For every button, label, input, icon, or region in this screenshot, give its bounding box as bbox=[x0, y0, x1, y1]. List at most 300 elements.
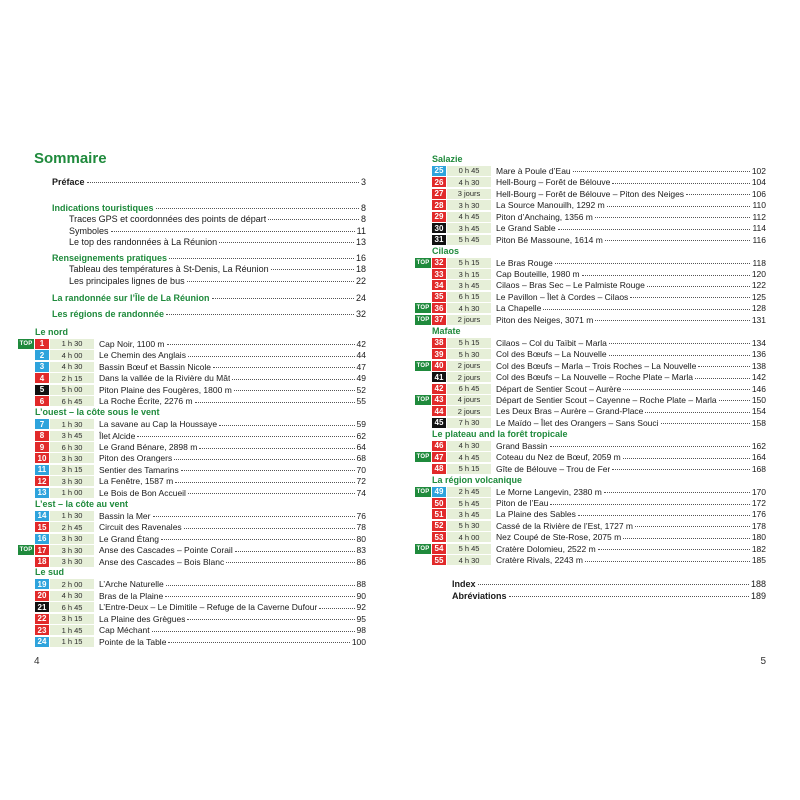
dot-leader bbox=[604, 492, 750, 493]
top-spacer bbox=[415, 418, 432, 428]
dot-leader bbox=[478, 584, 749, 585]
route-title: Piton de l’Eau bbox=[496, 498, 549, 508]
route-number-badge: 38 bbox=[432, 338, 446, 348]
dot-leader bbox=[612, 469, 749, 470]
route-row bbox=[415, 532, 766, 543]
route-number-badge: 8 bbox=[35, 431, 49, 441]
top-spacer bbox=[415, 532, 432, 542]
top-badge: TOP bbox=[416, 316, 430, 323]
route-number-badge: 31 bbox=[432, 235, 446, 245]
toc-line-text: Préface bbox=[52, 177, 85, 187]
dot-leader bbox=[605, 240, 751, 241]
route-page: 90 bbox=[356, 590, 366, 601]
dot-leader bbox=[609, 355, 750, 356]
route-duration: 4 h 30 bbox=[447, 303, 491, 313]
route-page: 150 bbox=[751, 394, 766, 405]
dot-leader bbox=[609, 343, 750, 344]
route-title: Le Maïdo – Îlet des Orangers – Sans Souci bbox=[496, 417, 659, 428]
top-spacer bbox=[18, 557, 35, 567]
section-heading: Le sud bbox=[35, 567, 65, 578]
toc-line-text: Indications touristiques bbox=[52, 203, 154, 213]
section-heading: Le plateau and la forêt tropicale bbox=[432, 428, 568, 439]
route-number-badge: 21 bbox=[35, 602, 49, 612]
route-page: 164 bbox=[751, 452, 766, 463]
route-title: Piton Bé Massoune, 1614 m bbox=[496, 234, 603, 245]
route-duration: 3 h 30 bbox=[50, 557, 94, 567]
top-badge: TOP bbox=[416, 545, 430, 552]
dot-leader bbox=[175, 482, 354, 483]
top-spacer bbox=[415, 292, 432, 302]
top-spacer bbox=[18, 476, 35, 486]
route-duration: 2 h 15 bbox=[50, 373, 94, 383]
route-duration: 4 h 00 bbox=[447, 532, 491, 542]
route-row bbox=[415, 211, 766, 222]
route-row bbox=[18, 613, 366, 624]
route-number-badge: 42 bbox=[432, 384, 446, 394]
route-duration: 4 h 30 bbox=[447, 555, 491, 565]
dot-leader bbox=[319, 608, 354, 609]
route-title: Le Chemin des Anglais bbox=[99, 350, 186, 361]
route-title: Cap Noir, 1100 m bbox=[99, 338, 165, 349]
route-row bbox=[18, 556, 366, 567]
route-duration: 1 h 30 bbox=[50, 339, 94, 349]
section-heading: Cilaos bbox=[432, 245, 460, 256]
dot-leader bbox=[235, 551, 355, 552]
dot-leader bbox=[166, 585, 355, 586]
top-spacer bbox=[415, 498, 432, 508]
route-title: Mare à Poule d’Eau bbox=[496, 165, 571, 176]
route-duration: 5 h 30 bbox=[447, 521, 491, 531]
route-page: 178 bbox=[751, 520, 766, 531]
toc-line-page: 188 bbox=[750, 579, 766, 589]
route-page: 68 bbox=[356, 453, 366, 464]
route-title: La Fenêtre, 1587 m bbox=[99, 476, 174, 487]
top-spacer bbox=[18, 350, 35, 360]
route-row bbox=[415, 303, 766, 314]
route-title: Les Deux Bras – Aurère – Grand-Place bbox=[496, 406, 644, 417]
top-spacer bbox=[18, 637, 35, 647]
route-page: 102 bbox=[751, 165, 766, 176]
route-row bbox=[415, 543, 766, 554]
route-number-badge: 7 bbox=[35, 419, 49, 429]
route-duration: 4 h 30 bbox=[50, 591, 94, 601]
route-number-badge: 48 bbox=[432, 464, 446, 474]
route-row bbox=[415, 280, 766, 291]
toc-line bbox=[52, 177, 366, 188]
route-page: 80 bbox=[356, 533, 366, 544]
route-duration: 2 h 00 bbox=[50, 579, 94, 589]
route-number-badge: 33 bbox=[432, 269, 446, 279]
route-row bbox=[18, 361, 366, 372]
route-page: 116 bbox=[752, 234, 766, 245]
route-title: Piton des Orangers bbox=[99, 453, 173, 464]
toc-line-page: 22 bbox=[355, 276, 366, 286]
dot-leader bbox=[661, 423, 750, 424]
route-number-badge: 27 bbox=[432, 189, 446, 199]
route-page: 158 bbox=[751, 417, 766, 428]
dot-leader bbox=[578, 515, 750, 516]
route-number-badge: 13 bbox=[35, 488, 49, 498]
toc-line bbox=[69, 226, 366, 237]
top-spacer bbox=[18, 591, 35, 601]
dot-leader bbox=[226, 562, 354, 563]
route-row bbox=[415, 269, 766, 280]
route-page: 110 bbox=[752, 200, 766, 211]
top-spacer bbox=[18, 488, 35, 498]
top-spacer bbox=[415, 177, 432, 187]
route-number-badge: 10 bbox=[35, 453, 49, 463]
top-spacer bbox=[415, 269, 432, 279]
route-number-badge: 54 bbox=[432, 544, 446, 554]
toc-line-page: 189 bbox=[750, 591, 766, 601]
route-duration: 2 h 45 bbox=[50, 522, 94, 532]
route-number-badge: 19 bbox=[35, 579, 49, 589]
route-number-badge: 15 bbox=[35, 522, 49, 532]
route-page: 185 bbox=[751, 555, 766, 566]
route-title: Piton des Neiges, 3071 m bbox=[496, 314, 594, 325]
route-row bbox=[18, 350, 366, 361]
route-page: 104 bbox=[751, 177, 766, 188]
route-number-badge: 30 bbox=[432, 223, 446, 233]
section-heading: Mafate bbox=[432, 325, 461, 336]
route-title: Anse des Cascades – Pointe Corail bbox=[99, 545, 233, 556]
dot-leader bbox=[187, 619, 354, 620]
route-title: Hell-Bourg – Forêt de Bélouve – Piton des Neiges bbox=[496, 188, 685, 199]
dot-leader bbox=[719, 400, 750, 401]
dot-leader bbox=[607, 206, 751, 207]
route-number-badge: 26 bbox=[432, 177, 446, 187]
route-page: 70 bbox=[356, 464, 366, 475]
route-number-badge: 39 bbox=[432, 349, 446, 359]
route-row bbox=[18, 338, 366, 349]
route-duration: 3 h 45 bbox=[50, 431, 94, 441]
route-number-badge: 20 bbox=[35, 591, 49, 601]
dot-leader bbox=[219, 425, 354, 426]
route-row bbox=[415, 509, 766, 520]
route-title: Piton d’Anchaing, 1356 m bbox=[496, 211, 593, 222]
route-duration: 5 h 15 bbox=[447, 338, 491, 348]
dot-leader bbox=[509, 596, 749, 597]
route-page: 98 bbox=[356, 625, 366, 636]
route-number-badge: 37 bbox=[432, 315, 446, 325]
route-number-badge: 18 bbox=[35, 557, 49, 567]
route-title: La Chapelle bbox=[496, 303, 542, 314]
route-number-badge: 47 bbox=[432, 452, 446, 462]
section-heading: L’ouest – la côte sous le vent bbox=[35, 407, 160, 418]
top-badge: TOP bbox=[19, 547, 33, 554]
route-title: Cap Bouteille, 1980 m bbox=[496, 269, 580, 279]
route-row bbox=[415, 498, 766, 509]
section-heading: La région volcanique bbox=[432, 474, 523, 485]
route-page: 118 bbox=[752, 257, 766, 268]
route-title: Départ de Sentier Scout – Cayenne – Roche Plate – Marla bbox=[496, 394, 717, 405]
route-page: 154 bbox=[751, 406, 766, 417]
route-number-badge: 17 bbox=[35, 545, 49, 555]
route-duration: 0 h 45 bbox=[447, 166, 491, 176]
toc-line-page: 8 bbox=[360, 203, 366, 213]
route-page: 47 bbox=[356, 361, 366, 372]
route-page: 131 bbox=[751, 314, 766, 325]
route-number-badge: 49 bbox=[432, 487, 446, 497]
route-row bbox=[415, 165, 766, 176]
page-title: Sommaire bbox=[34, 150, 107, 167]
toc-line bbox=[52, 203, 366, 214]
route-page: 180 bbox=[751, 532, 766, 543]
route-row bbox=[18, 453, 366, 464]
route-title: L’Arche Naturelle bbox=[99, 579, 164, 590]
route-title: Cap Méchant bbox=[99, 625, 150, 636]
route-number-badge: 50 bbox=[432, 498, 446, 508]
route-title: Circuit des Ravenales bbox=[99, 522, 182, 533]
route-row bbox=[415, 452, 766, 463]
route-title: Sentier des Tamarins bbox=[99, 464, 179, 475]
route-duration: 3 h 30 bbox=[447, 200, 491, 210]
toc-line-text: Les régions de randonnée bbox=[52, 309, 165, 319]
route-row bbox=[415, 291, 766, 302]
route-row bbox=[18, 579, 366, 590]
dot-leader bbox=[212, 298, 354, 299]
route-duration: 3 h 15 bbox=[50, 614, 94, 624]
dot-leader bbox=[169, 258, 354, 259]
route-page: 168 bbox=[751, 463, 766, 474]
route-duration: 5 h 45 bbox=[447, 498, 491, 508]
top-spacer bbox=[415, 166, 432, 176]
dot-leader bbox=[582, 275, 750, 276]
route-page: 55 bbox=[356, 396, 366, 407]
route-number-badge: 2 bbox=[35, 350, 49, 360]
toc-line-page: 13 bbox=[355, 237, 366, 247]
top-spacer bbox=[415, 521, 432, 531]
route-duration: 4 jours bbox=[447, 395, 491, 405]
route-duration: 3 h 45 bbox=[447, 280, 491, 290]
route-title: Bras de la Plaine bbox=[99, 590, 164, 601]
route-number-badge: 51 bbox=[432, 509, 446, 519]
route-page: 95 bbox=[356, 613, 366, 624]
route-page: 172 bbox=[751, 498, 766, 508]
route-page: 112 bbox=[752, 211, 766, 222]
dot-leader bbox=[268, 219, 359, 220]
route-title: Gîte de Bélouve – Trou de Fer bbox=[496, 463, 611, 474]
route-number-badge: 16 bbox=[35, 534, 49, 544]
route-title: Grand Bassin bbox=[496, 440, 548, 451]
route-page: 59 bbox=[356, 419, 366, 430]
dot-leader bbox=[555, 263, 751, 264]
route-title: Le Grand Bénare, 2898 m bbox=[99, 442, 198, 452]
route-duration: 1 h 30 bbox=[50, 511, 94, 521]
route-number-badge: 28 bbox=[432, 200, 446, 210]
route-number-badge: 44 bbox=[432, 406, 446, 416]
route-title: La Plaine des Grègues bbox=[99, 613, 186, 624]
toc-line-text: Index bbox=[452, 579, 476, 589]
route-duration: 5 h 45 bbox=[447, 235, 491, 245]
route-number-badge: 11 bbox=[35, 465, 49, 475]
route-duration: 5 h 30 bbox=[447, 349, 491, 359]
route-duration: 7 h 30 bbox=[447, 418, 491, 428]
route-duration: 5 h 00 bbox=[50, 385, 94, 395]
route-title: Cratère Rivals, 2243 m bbox=[496, 555, 583, 566]
top-spacer bbox=[415, 223, 432, 233]
route-number-badge: 55 bbox=[432, 555, 446, 565]
toc-line-text: Tableau des températures à St-Denis, La Réunion bbox=[69, 264, 269, 274]
route-page: 44 bbox=[356, 350, 366, 361]
route-number-badge: 22 bbox=[35, 614, 49, 624]
top-spacer bbox=[415, 384, 432, 394]
toc-line bbox=[69, 237, 366, 248]
route-duration: 3 h 30 bbox=[50, 534, 94, 544]
route-duration: 3 h 30 bbox=[50, 545, 94, 555]
route-page: 62 bbox=[356, 430, 366, 441]
route-title: Le Morne Langevin, 2380 m bbox=[496, 486, 602, 497]
route-title: Pointe de la Table bbox=[99, 636, 167, 647]
route-duration: 3 h 30 bbox=[50, 453, 94, 463]
route-page: 134 bbox=[751, 337, 766, 348]
route-number-badge: 3 bbox=[35, 362, 49, 372]
route-number-badge: 34 bbox=[432, 280, 446, 290]
top-spacer bbox=[18, 431, 35, 441]
route-title: Le Grand Sable bbox=[496, 223, 556, 234]
dot-leader bbox=[167, 344, 355, 345]
dot-leader bbox=[213, 367, 355, 368]
top-spacer bbox=[18, 614, 35, 624]
toc-line-text: Les principales lignes de bus bbox=[69, 276, 185, 286]
dot-leader bbox=[153, 516, 355, 517]
dot-leader bbox=[598, 549, 750, 550]
page-number-left: 4 bbox=[34, 656, 40, 667]
route-number-badge: 43 bbox=[432, 395, 446, 405]
route-duration: 5 h 15 bbox=[447, 464, 491, 474]
route-row bbox=[415, 394, 766, 405]
route-number-badge: 25 bbox=[432, 166, 446, 176]
route-title: Col des Bœufs – La Nouvelle bbox=[496, 349, 607, 360]
route-duration: 4 h 45 bbox=[447, 212, 491, 222]
dot-leader bbox=[695, 378, 750, 379]
top-spacer bbox=[18, 385, 35, 395]
route-duration: 2 h 45 bbox=[447, 487, 491, 497]
route-duration: 3 jours bbox=[447, 189, 491, 199]
route-number-badge: 29 bbox=[432, 212, 446, 222]
route-page: 142 bbox=[751, 372, 766, 383]
route-title: La savane au Cap la Houssaye bbox=[99, 419, 218, 430]
route-duration: 3 h 45 bbox=[447, 509, 491, 519]
route-row bbox=[415, 520, 766, 531]
dot-leader bbox=[219, 242, 354, 243]
dot-leader bbox=[152, 631, 355, 632]
top-spacer bbox=[18, 453, 35, 463]
top-spacer bbox=[18, 465, 35, 475]
toc-line-text: Renseignements pratiques bbox=[52, 253, 168, 263]
route-number-badge: 52 bbox=[432, 521, 446, 531]
route-number-badge: 45 bbox=[432, 418, 446, 428]
route-row bbox=[18, 487, 366, 498]
route-page: 64 bbox=[356, 442, 366, 452]
route-page: 136 bbox=[751, 349, 766, 360]
top-spacer bbox=[415, 212, 432, 222]
route-page: 138 bbox=[751, 360, 766, 371]
route-title: La Source Manouilh, 1292 m bbox=[496, 200, 605, 211]
dot-leader bbox=[630, 297, 750, 298]
route-page: 106 bbox=[751, 188, 766, 199]
route-title: Hell-Bourg – Forêt de Bélouve bbox=[496, 177, 611, 188]
top-spacer bbox=[18, 602, 35, 612]
route-page: 86 bbox=[356, 556, 366, 567]
route-row bbox=[415, 177, 766, 188]
route-row bbox=[415, 440, 766, 451]
route-title: Cilaos – Col du Taïbit – Marla bbox=[496, 337, 607, 348]
dot-leader bbox=[234, 390, 355, 391]
route-title: Le Bras Rouge bbox=[496, 257, 553, 268]
dot-leader bbox=[184, 528, 355, 529]
toc-line bbox=[69, 276, 366, 287]
route-row bbox=[18, 602, 366, 613]
route-page: 176 bbox=[751, 509, 766, 520]
route-page: 162 bbox=[751, 440, 766, 451]
dot-leader bbox=[87, 182, 359, 183]
toc-line bbox=[452, 591, 766, 602]
route-page: 49 bbox=[356, 373, 366, 384]
route-row bbox=[415, 406, 766, 417]
route-row bbox=[415, 188, 766, 199]
top-spacer bbox=[415, 406, 432, 416]
dot-leader bbox=[623, 458, 750, 459]
dot-leader bbox=[271, 269, 354, 270]
dot-leader bbox=[195, 402, 355, 403]
route-page: 122 bbox=[751, 280, 766, 291]
dot-leader bbox=[188, 493, 355, 494]
route-number-badge: 4 bbox=[35, 373, 49, 383]
top-spacer bbox=[415, 464, 432, 474]
route-row bbox=[415, 200, 766, 211]
top-spacer bbox=[18, 522, 35, 532]
top-badge: TOP bbox=[416, 305, 430, 312]
route-number-badge: 41 bbox=[432, 372, 446, 382]
toc-line-text: La randonnée sur l’Île de La Réunion bbox=[52, 293, 210, 303]
route-page: 182 bbox=[751, 543, 766, 554]
top-badge: TOP bbox=[416, 259, 430, 266]
route-title: Le Grand Étang bbox=[99, 533, 160, 544]
dot-leader bbox=[166, 314, 354, 315]
toc-line bbox=[69, 264, 366, 275]
dot-leader bbox=[612, 183, 749, 184]
dot-leader bbox=[161, 539, 355, 540]
route-title: Cassé de la Rivière de l’Est, 1727 m bbox=[496, 520, 634, 531]
toc-line-page: 8 bbox=[360, 214, 366, 224]
route-duration: 4 h 00 bbox=[50, 350, 94, 360]
top-spacer bbox=[18, 625, 35, 635]
route-title: Col des Bœufs – Marla – Trois Roches – La Nouvelle bbox=[496, 360, 697, 371]
route-title: La Plaine des Sables bbox=[496, 509, 576, 520]
route-page: 83 bbox=[356, 545, 366, 556]
dot-leader bbox=[573, 171, 750, 172]
dot-leader bbox=[181, 470, 355, 471]
route-duration: 4 h 30 bbox=[50, 362, 94, 372]
route-page: 120 bbox=[751, 269, 766, 279]
route-title: Col des Bœufs – La Nouvelle – Roche Plate – Marla bbox=[496, 372, 694, 383]
route-duration: 6 h 45 bbox=[50, 602, 94, 612]
top-spacer bbox=[415, 555, 432, 565]
route-page: 42 bbox=[356, 338, 366, 349]
route-number-badge: 40 bbox=[432, 361, 446, 371]
dot-leader bbox=[595, 217, 751, 218]
route-duration: 6 h 45 bbox=[447, 384, 491, 394]
route-number-badge: 14 bbox=[35, 511, 49, 521]
dot-leader bbox=[187, 281, 354, 282]
route-duration: 3 h 45 bbox=[447, 223, 491, 233]
toc-line bbox=[52, 253, 366, 264]
route-duration: 2 jours bbox=[447, 406, 491, 416]
route-duration: 2 jours bbox=[447, 315, 491, 325]
toc-line bbox=[52, 293, 366, 304]
top-spacer bbox=[18, 442, 35, 452]
